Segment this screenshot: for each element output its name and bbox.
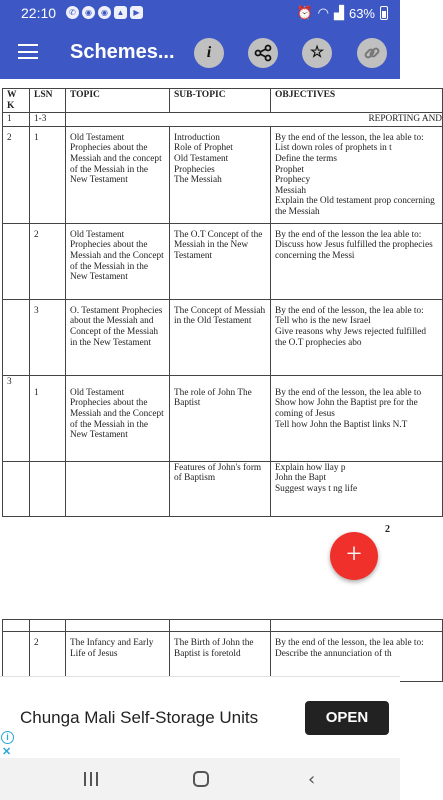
document-page-2 bbox=[0, 619, 424, 679]
table-row bbox=[3, 461, 443, 516]
table-cell: The Concept of Messiah in the Old Testament bbox=[170, 299, 271, 375]
image-icon: ▲ bbox=[114, 6, 127, 19]
recent-apps-icon[interactable] bbox=[84, 772, 98, 786]
firefox-icon-2: ◉ bbox=[98, 6, 111, 19]
table-row bbox=[3, 223, 443, 299]
adchoices-icon[interactable]: i bbox=[1, 731, 14, 744]
table-cell bbox=[3, 620, 30, 632]
table-cell: Features of John's form of Baptism bbox=[170, 461, 271, 516]
table-cell: 1 bbox=[3, 113, 30, 127]
table-cell: 1 bbox=[30, 126, 66, 223]
table-row bbox=[3, 632, 443, 682]
share-icon[interactable] bbox=[248, 38, 278, 68]
ad-text[interactable]: Chunga Mali Self-Storage Units bbox=[20, 708, 259, 727]
table-cell bbox=[3, 461, 30, 516]
menu-icon[interactable] bbox=[18, 44, 38, 59]
table-cell: 1 bbox=[30, 375, 66, 461]
status-right bbox=[296, 5, 388, 21]
app-bar bbox=[0, 27, 400, 79]
table-cell bbox=[66, 461, 170, 516]
table-cell: O. Testament Prophecies about the Messiah and Concept of the Messiah in the New Testament bbox=[66, 299, 170, 375]
youtube-icon: ▶ bbox=[130, 6, 143, 19]
table-cell: By the end of the lesson, the lea able to Show how John the Baptist pre for the coming of Jesus Tell how John the Baptist links N.T bbox=[271, 375, 443, 461]
battery-percent: 63% bbox=[348, 5, 375, 21]
firefox-icon: ◉ bbox=[82, 6, 95, 19]
table-cell: 2 bbox=[3, 126, 30, 223]
app-title: Schemes... bbox=[70, 41, 175, 63]
table-cell: By the end of the lesson, the lea able to: Tell who is the new Israel Give reasons why Jews rejected fulfilled the O.T prophecies abo bbox=[271, 299, 443, 375]
table-cell: The Birth of John the Baptist is foretold bbox=[170, 632, 271, 682]
table-row bbox=[3, 299, 443, 375]
table-cell: By the end of the lesson, the lea able to: List down roles of prophets in t Define the terms Prophet Prophecy Messiah Explain the Old testament prop concerning the Messiah bbox=[271, 126, 443, 223]
ad-close-icon[interactable]: ✕ bbox=[2, 746, 12, 758]
table-cell: By the end of the lesson the lea able to: Discuss how Jesus fulfilled the prophecies concerning the Messi bbox=[271, 223, 443, 299]
table-cell: By the end of the lesson, the lea able to: Describe the annunciation of th bbox=[271, 632, 443, 682]
table-cell: 3 bbox=[30, 299, 66, 375]
add-fab-button[interactable]: + bbox=[330, 532, 378, 580]
document-page-1 bbox=[0, 79, 442, 549]
table-row bbox=[3, 126, 443, 223]
header-lsn: LSN bbox=[30, 89, 66, 113]
header-week: W K bbox=[3, 89, 30, 113]
link-icon[interactable] bbox=[357, 38, 387, 68]
document-viewer[interactable] bbox=[0, 79, 442, 676]
ad-banner[interactable] bbox=[0, 676, 400, 758]
table-cell bbox=[271, 620, 443, 632]
star-icon[interactable]: ☆ bbox=[302, 38, 332, 68]
table-cell: Introduction Role of Prophet Old Testament Prophecies The Messiah bbox=[170, 126, 271, 223]
table-cell: Explain how llay p John the Bapt Suggest ways t ng life bbox=[271, 461, 443, 516]
table-cell: 2 bbox=[30, 223, 66, 299]
table-header-row bbox=[3, 89, 443, 113]
table-cell: Old Testament Prophecies about the Messiah and the Concept of the Messiah in the New Testament bbox=[66, 223, 170, 299]
table-cell bbox=[66, 620, 170, 632]
alarm-icon: ⏰ bbox=[296, 5, 313, 20]
header-objectives: OBJECTIVES bbox=[271, 89, 443, 113]
table-cell: Old Testament Prophecies about the Messiah and the Concept of the Messiah in the New Testament bbox=[66, 375, 170, 461]
table-cell bbox=[30, 620, 66, 632]
header-subtopic: SUB-TOPIC bbox=[170, 89, 271, 113]
signal-icon: ▟ bbox=[333, 5, 344, 20]
ad-open-button[interactable]: OPEN bbox=[305, 701, 389, 735]
table-cell bbox=[3, 223, 30, 299]
home-icon[interactable] bbox=[193, 771, 209, 787]
notification-icons bbox=[66, 6, 143, 19]
table-cell: The O.T Concept of the Messiah in the New Testament bbox=[170, 223, 271, 299]
scheme-table bbox=[2, 88, 443, 517]
table-cell: 1-3 bbox=[30, 113, 66, 127]
table-cell: The role of John The Baptist bbox=[170, 375, 271, 461]
scheme-table-page-2 bbox=[2, 619, 443, 682]
table-cell bbox=[30, 461, 66, 516]
table-cell: 3 bbox=[3, 375, 30, 461]
status-time: 22:10 bbox=[21, 5, 57, 21]
page-number: 2 bbox=[385, 524, 390, 535]
table-cell: The Infancy and Early Life of Jesus bbox=[66, 632, 170, 682]
table-cell: Old Testament Prophecies about the Messiah and the concept of the Messiah in the New Testament bbox=[66, 126, 170, 223]
table-row bbox=[3, 375, 443, 461]
battery-icon bbox=[380, 6, 388, 20]
table-cell bbox=[3, 299, 30, 375]
reporting-label: REPORTING AND bbox=[66, 113, 443, 127]
table-cell bbox=[3, 632, 30, 682]
reporting-row bbox=[3, 113, 443, 127]
wifi-icon: ◠ bbox=[317, 5, 329, 20]
header-topic: TOPIC bbox=[66, 89, 170, 113]
back-icon[interactable]: ‹ bbox=[308, 769, 316, 790]
table-cell: 2 bbox=[30, 632, 66, 682]
table-row bbox=[3, 620, 443, 632]
info-icon[interactable]: i bbox=[194, 38, 224, 68]
system-nav-bar bbox=[0, 758, 400, 800]
whatsapp-icon: ✆ bbox=[66, 6, 79, 19]
table-cell bbox=[170, 620, 271, 632]
status-bar bbox=[0, 0, 400, 27]
